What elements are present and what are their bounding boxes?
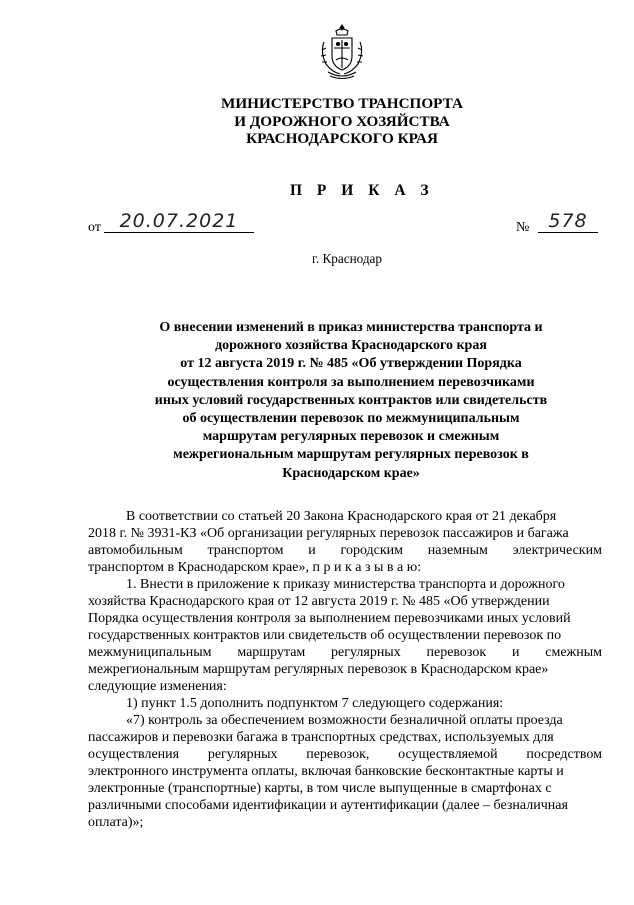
word: автомобильным: [88, 543, 183, 558]
subject-line: маршрутам регулярных перевозок и смежным: [202, 429, 500, 445]
body-line-justified: [88, 644, 602, 661]
word: перевозок: [426, 645, 487, 660]
body-line: электронного инструмента оплаты, включая банковские бесконтактные карты и: [88, 764, 564, 779]
body-line: «7) контроль за обеспечением возможности безналичной оплаты проезда: [126, 713, 563, 728]
subject-line: иных условий государственных контрактов или свидетельств: [154, 392, 548, 408]
handwritten-order-number: 578: [538, 210, 598, 233]
word: регулярных: [331, 645, 401, 660]
word: и: [308, 543, 316, 558]
body-line: оплата)»;: [88, 815, 144, 830]
subject-line: от 12 августа 2019 г. № 485 «Об утверждении Порядка: [180, 356, 522, 372]
subject-line: дорожного хозяйства Краснодарского края: [215, 338, 487, 354]
word: наземным: [427, 543, 488, 558]
word: маршрутам: [237, 645, 306, 660]
subject-line: осуществления контроля за выполнением перевозчиками: [167, 374, 535, 390]
ministry-name: [150, 95, 534, 148]
body-line: 1. Внести в приложение к приказу министерства транспорта и дорожного: [126, 577, 565, 592]
body-line: хозяйства Краснодарского края от 12 августа 2019 г. № 485 «Об утверждении: [88, 594, 550, 609]
word: и: [511, 645, 520, 660]
body-line: государственных контрактов или свидетельств об осуществлении перевозок по: [88, 628, 562, 643]
order-date-number-row: [88, 210, 608, 238]
handwritten-date: 20.07.2021: [104, 210, 254, 233]
body-line: В соответствии со статьей 20 Закона Краснодарского края от 21 декабря: [126, 509, 557, 524]
body-line-justified: [88, 746, 602, 763]
word: регулярных: [207, 747, 278, 762]
body-line: транспортом в Краснодарском крае», п р и к а з ы в а ю:: [88, 560, 422, 575]
subject-line: межрегиональным маршрутам регулярных перевозок в: [173, 447, 529, 463]
order-subject: [120, 319, 582, 483]
order-body: [88, 508, 602, 831]
word: городским: [340, 543, 404, 558]
body-line-justified: [88, 542, 602, 559]
body-line: пассажиров и перевозки багажа в транспортных средствах, используемых для: [88, 730, 554, 745]
subject-line: об осуществлении перевозок по межмуниципальным: [182, 411, 520, 427]
number-prefix: №: [516, 220, 530, 235]
order-title: П Р И К А З: [290, 182, 435, 199]
ministry-line: И ДОРОЖНОГО ХОЗЯЙСТВА: [234, 112, 450, 130]
word: транспортом: [207, 543, 284, 558]
word: посредством: [526, 747, 602, 762]
coat-of-arms-emblem: [318, 22, 366, 82]
word: перевозок,: [306, 747, 370, 762]
body-line: Порядка осуществления контроля за выполнением перевозчиками иных условий: [88, 611, 571, 626]
subject-line: О внесении изменений в приказ министерства транспорта и: [159, 320, 543, 335]
ministry-line: КРАСНОДАРСКОГО КРАЯ: [246, 130, 438, 147]
body-line: межрегиональным маршрутам регулярных перевозок в Краснодарском крае»: [88, 662, 549, 677]
subject-line: Краснодарском крае»: [282, 465, 420, 481]
body-line: 1) пункт 1.5 дополнить подпунктом 7 следующего содержания:: [126, 696, 504, 711]
body-line: электронные (транспортные) карты, в том числе выпущенные в смартфонах с: [88, 781, 552, 796]
word: осуществляемой: [398, 747, 498, 762]
word: межмуниципальным: [88, 645, 212, 660]
body-line: следующие изменения:: [88, 679, 227, 694]
word: смежным: [545, 645, 602, 660]
city-name: г. Краснодар: [311, 251, 383, 266]
ministry-line: МИНИСТЕРСТВО ТРАНСПОРТА: [221, 95, 463, 112]
date-prefix: от: [88, 220, 101, 235]
body-line: 2018 г. № 3931-КЗ «Об организации регулярных перевозок пассажиров и багажа: [88, 526, 569, 541]
word: электрическим: [512, 543, 602, 558]
body-line: различными способами идентификации и аутентификации (далее – безналичная: [88, 798, 568, 813]
word: осуществления: [88, 747, 180, 762]
